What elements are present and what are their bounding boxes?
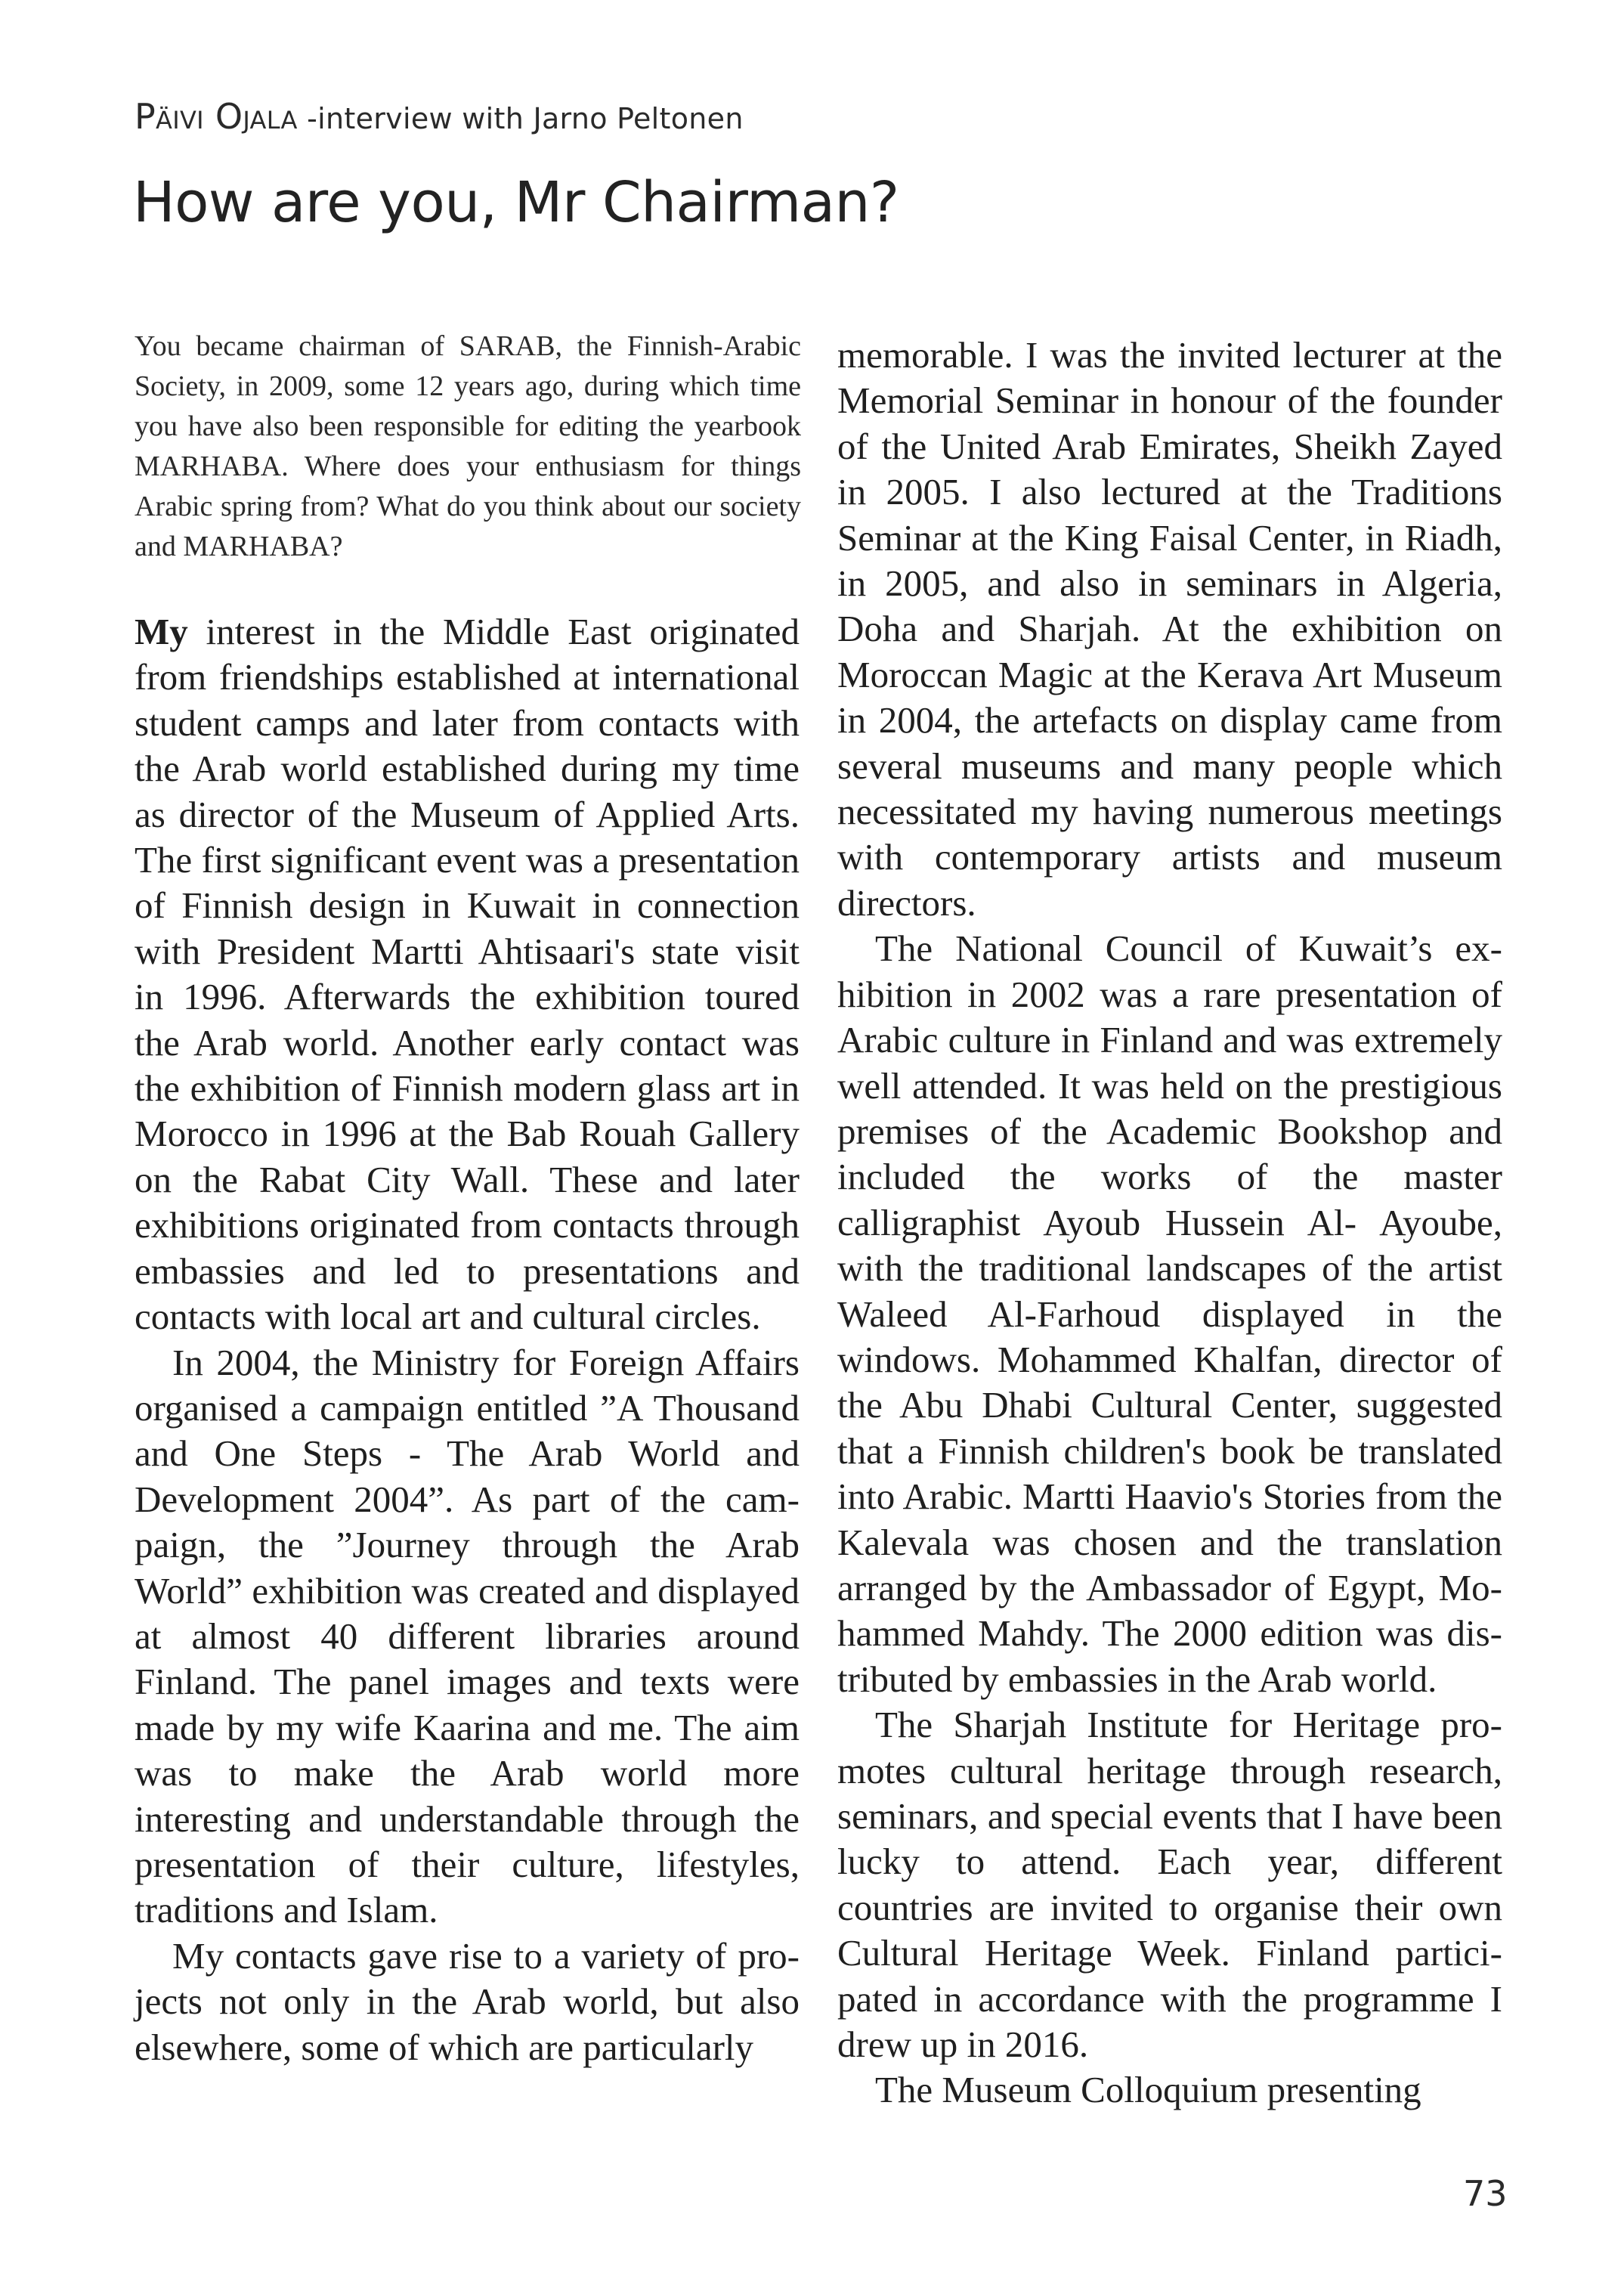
left-column <box>135 609 800 2070</box>
paragraph: The Sharjah Institute for Heritage promotes cultural heritage through research, seminars, and special events that I have been lucky to attend. Each year, different countries are invited to organise their own Cultural Heritage Week. Finland participated in accordance with the programme I drew up in 2016. <box>837 1704 1502 2066</box>
paragraph: The National Council of Kuwait’s exhibition in 2002 was a rare presentation of Arabic culture in Finland and was extremely well attended. It was held on the prestigious premises of the Academic Bookshop and included the works of the master calligraphist Ayoub Hussein Al- Ayoube, with the traditional landscapes of the artist Waleed Al-Farhoud displayed in the windows. Mohammed Khalfan, director of the Abu Dhabi Cultural Center, suggested that a Finnish children's book be translated into Arabic. Martti Haavio's Stories from the Kalevala was chosen and the translation arranged by the Ambassador of Egypt, Mohammed Mahdy. The 2000 edition was distributed by embassies in the Arab world. <box>837 927 1502 1700</box>
right-column <box>837 333 1502 2113</box>
page-number: 73 <box>1463 2173 1508 2214</box>
paragraph: In 2004, the Ministry for Foreign Affairs organised a campaign entitled ”A Thousand and One Steps - The Arab World and Development 2004”. As part of the campaign, the ”Journey through the Arab World” exhibition was created and displayed at almost 40 different libraries around Finland. The panel images and texts were made by my wife Kaarina and me. The aim was to make the Arab world more interesting and understandable through the presentation of their culture, lifestyles, traditions and Islam. <box>135 1341 800 1931</box>
paragraph-text: interest in the Middle East originated from friendships established at international student camps and later from contacts with the Arab world established during my time as director of the Museum of Applied Arts. The first significant event was a presentation of Finnish design in Kuwait in connection with President Martti Ahtisaari's state visit in 1996. Afterwards the exhibition toured the Arab world. Another early contact was the exhibition of Finnish modern glass art in Morocco in 1996 at the Bab Rouah Gallery on the Rabat City Wall. These and later exhibitions originated from contacts through embassies and led to presentations and contacts with local art and cultural circles. <box>135 611 800 1338</box>
article-title: How are you, Mr Chairman? <box>133 170 899 235</box>
lead-word: My <box>135 611 188 652</box>
paragraph: My contacts gave rise to a variety of projects not only in the Arab world, but also elsewhere, some of which are particularly <box>135 1934 800 2068</box>
byline <box>135 95 744 140</box>
interview-question: You became chairman of SARAB, the Finnish-Arabic Society, in 2009, some 12 years ago, during which time you have also been responsible for editing the yearbook MARHABA. Where does your enthusiasm for things Arabic spring from? What do you think about our society and MARHABA? <box>135 330 801 562</box>
author-name: Päivi Ojala <box>135 96 298 137</box>
byline-subtitle: -interview with Jarno Peltonen <box>297 102 744 135</box>
paragraph: memorable. I was the invited lecturer at the Memorial Seminar in honour of the founder of the United Arab Emirates, Sheikh Zayed in 2005. I also lectured at the Traditions Seminar at the King Faisal Center, in Riadh, in 2005, and also in seminars in Algeria, Doha and Sharjah. At the exhibition on Moroccan Magic at the Kerava Art Museum in 2004, the artefacts on display came from several museums and many people which necessitated my having numerous meetings with contemporary artists and museum directors. <box>837 334 1502 924</box>
paragraph: The Museum Colloquium presenting <box>875 2069 1421 2111</box>
paragraph <box>135 609 800 1340</box>
